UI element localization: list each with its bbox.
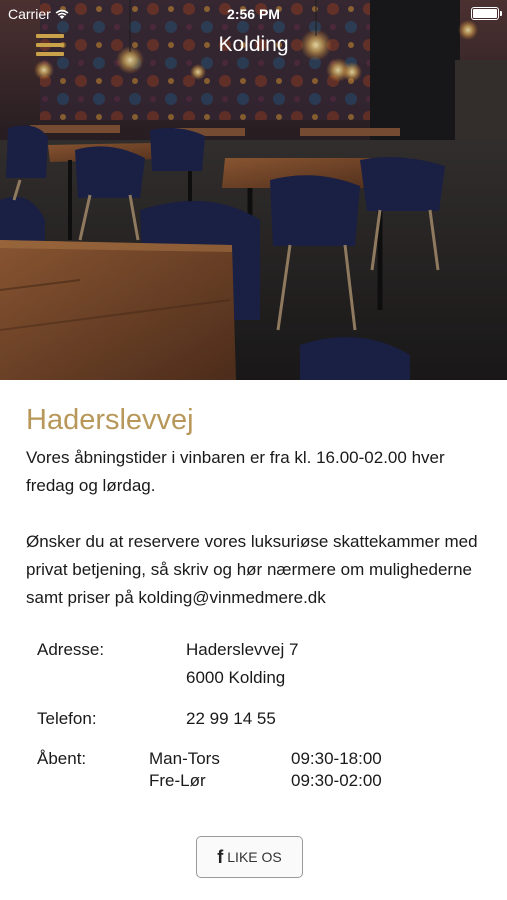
page-title: Kolding <box>218 33 289 56</box>
phone-label: Telefon: <box>37 709 97 728</box>
location-title: Haderslevvej <box>26 404 194 436</box>
hours-label: Åbent: <box>37 749 87 768</box>
hours-time: 09:30-02:00 <box>291 771 382 790</box>
location-description <box>26 444 486 612</box>
address-line2: 6000 Kolding <box>186 668 286 687</box>
facebook-like-button[interactable] <box>196 836 303 878</box>
like-label: LIKE OS <box>227 849 282 865</box>
phone-value[interactable]: 22 99 14 55 <box>186 709 276 728</box>
hours-days: Fre-Lør <box>149 771 206 790</box>
status-time: 2:56 PM <box>227 6 280 22</box>
nav-bar <box>0 28 507 64</box>
hours-time: 09:30-18:00 <box>291 749 382 768</box>
facebook-f-icon: f <box>217 846 224 867</box>
address-line1: Haderslevvej 7 <box>186 640 299 659</box>
opening-hours-text: Vores åbningstider i vinbaren er fra kl. 16.00-02.00 hver fredag og lørdag. <box>26 448 445 495</box>
status-bar <box>0 0 507 28</box>
address-value[interactable] <box>186 636 298 692</box>
hours-line <box>149 770 409 792</box>
carrier-label: Carrier <box>8 6 51 22</box>
address-label: Adresse: <box>37 640 105 659</box>
battery-icon <box>471 7 499 20</box>
reservation-text: Ønsker du at reservere vores luksuriøse skattekammer med privat betjening, så skriv og hør nærmere om mulighederne samt priser på kolding@vinmedmere.dk <box>26 532 478 607</box>
hours-line <box>149 748 409 770</box>
hours-days: Man-Tors <box>149 749 220 768</box>
